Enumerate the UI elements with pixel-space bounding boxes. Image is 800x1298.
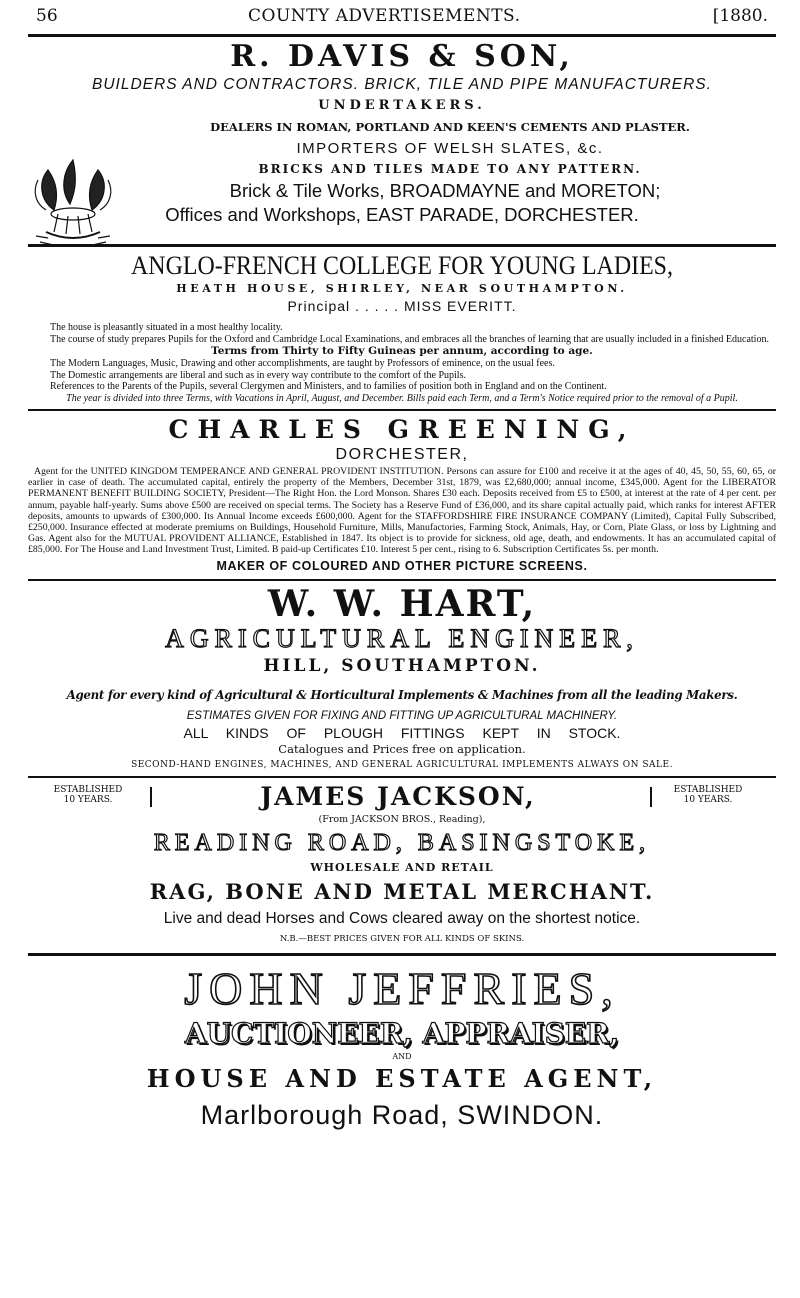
jackson-established-left: ESTABLISHED 10 YEARS. [53, 784, 123, 805]
jackson-header [28, 781, 776, 813]
jackson-trade: RAG, BONE AND METAL MERCHANT. [149, 878, 655, 904]
advertisement-page [28, 0, 776, 1298]
college-year-note: The year is divided into three Terms, with Vacations in April, August, and December. Bills paid each Term, and a Term's Notice required prior to the removal of a Pupil. [66, 392, 738, 404]
hart-agent: Agent for every kind of Agricultural & Horticultural Implements & Machines from all the leading Makers. [66, 687, 738, 702]
college-advert [28, 250, 776, 404]
hart-address: HILL, SOUTHAMPTON. [263, 655, 541, 676]
greening-town: DORCHESTER, [335, 446, 469, 463]
prince-of-wales-feathers-icon [28, 152, 118, 252]
jackson-wholesale: WHOLESALE AND RETAIL [310, 860, 494, 874]
hart-trade: AGRICULTURAL ENGINEER, [165, 623, 639, 653]
greening-advert [28, 414, 776, 576]
jackson-divider-right [650, 787, 652, 807]
greening-body: Agent for the UNITED KINGDOM TEMPERANCE AND GENERAL PROVIDENT INSTITUTION. Persons can assure for £100 and receive it at the ages of 40, 45, 50, 55, 60, 65, or earlier in case of death. The accumulated capital, entirely the property of the Members, December 31st, 1879, was £2,680,000; annual income, £345,000. Agent for the LIBERATOR PERMANENT BENEFIT BUILDING SOCIETY, President—The Right Hon. the Lord Monson. Shares £30 each. Deposits received from £5 to £500, at interest at the rate of 4 per cent. per annum, payable half-yearly. Sums above £500 are received on special terms. The Society has a Reserve Fund of £36,000, and its share capital actually paid, which ranks for interest AFTER deposits, amounts to upwards of £300,000. Its Annual Income exceeds £600,000. Agent for the STAFFORDSHIRE FIRE INSURANCE COMPANY (Limited), Capital Fully Subscribed, £250,000. Insurance effected at moderate premiums on Buildings, Household Furniture, Mills, Manufactories, Farming Stock, Animals, Hay, or Corn, Plate Glass, or loss by Lightning and Gas. Agent also for the MUTUAL PROVIDENT ALLIANCE, Established in 1847. Its object is to provide for sickness, old age, death, and endowments. It has an accumulated capital of £85,000. For The House and Land Investment Trust, Limited. B paid-up Certificates £10. Interest 5 per cent., rising to 6. Subscription Certificates 5s. per month. [28, 466, 776, 556]
college-details [28, 322, 776, 404]
jackson-name: JAMES JACKSON, [260, 781, 536, 811]
college-line-2: The course of study prepares Pupils for the Oxford and Cambridge Local Examinations, and embraces all the branches of learning that are usually included in a finished Education. [50, 333, 769, 345]
greening-maker: MAKER OF COLOURED AND OTHER PICTURE SCREENS. [216, 558, 588, 573]
greening-name: CHARLES GREENING, [168, 415, 636, 444]
davis-name: R. DAVIS & SON, [230, 40, 574, 74]
jackson-divider-left [150, 787, 152, 807]
college-line-5: References to the Parents of the Pupils, several Clergymen and Ministers, and to families of position both in England and on the Continent. [50, 381, 607, 392]
college-line-4: The Domestic arrangements are liberal and such as in every way contribute to the comfort of the Pupils. [50, 369, 466, 381]
jeffries-and: AND [392, 1051, 412, 1061]
jackson-established-right: ESTABLISHED 10 YEARS. [673, 784, 743, 805]
jeffries-name: JOHN JEFFRIES, [184, 962, 620, 1014]
jeffries-agent: HOUSE AND ESTATE AGENT, [146, 1063, 658, 1093]
college-name: ANGLO-FRENCH COLLEGE FOR YOUNG LADIES, [131, 251, 673, 280]
jeffries-address: Marlborough Road, SWINDON. [200, 1099, 604, 1130]
hart-name: W. W. HART, [267, 583, 537, 624]
hart-estimates: ESTIMATES GIVEN FOR FIXING AND FITTING UP AGRICULTURAL MACHINERY. [186, 709, 618, 722]
jackson-horses: Live and dead Horses and Cows cleared away on the shortest notice. [163, 909, 641, 927]
davis-dealers: DEALERS IN ROMAN, PORTLAND AND KEEN'S CEMENTS AND PLASTER. [210, 120, 690, 134]
jackson-advert [28, 781, 776, 947]
jeffries-advert [28, 962, 776, 1134]
hart-plough: ALL KINDS OF PLOUGH FITTINGS KEPT IN STOCK. [183, 724, 621, 741]
davis-offices: Offices and Workshops, EAST PARADE, DORCHESTER. [165, 204, 639, 225]
hart-secondhand: SECOND-HAND ENGINES, MACHINES, AND GENERAL AGRICULTURAL IMPLEMENTS ALWAYS ON SALE. [131, 759, 673, 770]
college-rule [28, 409, 776, 411]
page-number: 56 [36, 6, 58, 26]
davis-bricks: BRICKS AND TILES MADE TO ANY PATTERN. [258, 162, 642, 176]
hart-rule [28, 776, 776, 778]
jackson-rule [28, 953, 776, 956]
header-rule [28, 34, 776, 37]
jackson-nb: N.B.—BEST PRICES GIVEN FOR ALL KINDS OF SKINS. [279, 933, 525, 944]
greening-rule [28, 579, 776, 581]
page-header [28, 0, 776, 28]
page-year: [1880. [712, 6, 768, 26]
davis-undertakers: UNDERTAKERS. [318, 98, 486, 113]
davis-rule [28, 244, 776, 247]
davis-body [28, 116, 776, 179]
page-title: COUNTY ADVERTISEMENTS. [248, 6, 521, 26]
davis-works: Brick & Tile Works, BROADMAYNE and MORETON; [229, 180, 661, 201]
college-terms: Terms from Thirty to Fifty Guineas per annum, according to age. [211, 345, 593, 357]
jeffries-role: AUCTIONEER, APPRAISER, [184, 1016, 620, 1050]
hart-catalogues: Catalogues and Prices free on application. [278, 741, 526, 756]
jackson-address: READING ROAD, BASINGSTOKE, [153, 829, 651, 856]
college-principal: Principal . . . . . MISS EVERITT. [287, 298, 517, 314]
college-line-1: The house is pleasantly situated in a most healthy locality. [50, 322, 283, 333]
hart-advert [28, 584, 776, 773]
college-address: HEATH HOUSE, SHIRLEY, NEAR SOUTHAMPTON. [176, 282, 628, 295]
davis-importers: IMPORTERS OF WELSH SLATES, &c. [296, 140, 604, 157]
davis-trades: BUILDERS AND CONTRACTORS. BRICK, TILE AND PIPE MANUFACTURERS. [92, 76, 712, 93]
davis-advert [28, 40, 776, 240]
college-line-3: The Modern Languages, Music, Drawing and other accomplishments, are taught by Professors of eminence, on the usual fees. [50, 358, 555, 369]
jackson-from: (From JACKSON BROS., Reading), [318, 813, 486, 825]
